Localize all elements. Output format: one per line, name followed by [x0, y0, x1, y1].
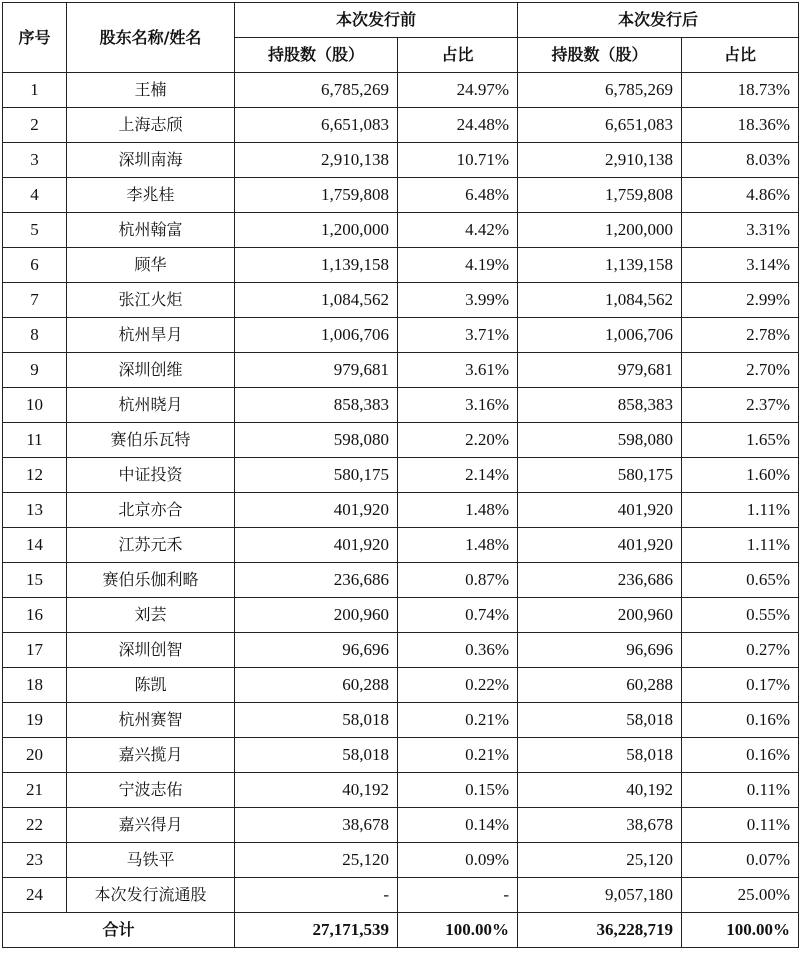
cell-seq: 24 — [3, 878, 67, 913]
cell-before-ratio: 6.48% — [398, 178, 518, 213]
total-after-shares: 36,228,719 — [518, 913, 682, 948]
header-before: 本次发行前 — [235, 3, 518, 38]
table-row — [3, 598, 799, 633]
cell-before-shares: 58,018 — [235, 738, 398, 773]
cell-seq: 11 — [3, 423, 67, 458]
cell-before-ratio: 0.15% — [398, 773, 518, 808]
total-label: 合计 — [3, 913, 235, 948]
cell-after-shares: 40,192 — [518, 773, 682, 808]
total-before-ratio: 100.00% — [398, 913, 518, 948]
cell-after-ratio: 18.73% — [682, 73, 799, 108]
cell-before-shares: 1,006,706 — [235, 318, 398, 353]
table-row — [3, 178, 799, 213]
table-row — [3, 213, 799, 248]
cell-after-shares: 38,678 — [518, 808, 682, 843]
cell-after-shares: 1,759,808 — [518, 178, 682, 213]
cell-after-shares: 200,960 — [518, 598, 682, 633]
table-row — [3, 388, 799, 423]
table-row — [3, 773, 799, 808]
header-after: 本次发行后 — [518, 3, 799, 38]
cell-before-shares: 25,120 — [235, 843, 398, 878]
header-row-1 — [3, 3, 799, 38]
total-before-shares: 27,171,539 — [235, 913, 398, 948]
cell-before-ratio: 1.48% — [398, 493, 518, 528]
cell-after-shares: 401,920 — [518, 493, 682, 528]
cell-before-shares: 401,920 — [235, 528, 398, 563]
cell-before-shares: 38,678 — [235, 808, 398, 843]
cell-before-shares: 6,651,083 — [235, 108, 398, 143]
cell-before-shares: 979,681 — [235, 353, 398, 388]
cell-name: 刘芸 — [67, 598, 235, 633]
cell-after-ratio: 18.36% — [682, 108, 799, 143]
cell-after-shares: 9,057,180 — [518, 878, 682, 913]
cell-name: 深圳创智 — [67, 633, 235, 668]
cell-seq: 6 — [3, 248, 67, 283]
cell-before-shares: 1,139,158 — [235, 248, 398, 283]
cell-seq: 8 — [3, 318, 67, 353]
cell-seq: 17 — [3, 633, 67, 668]
cell-seq: 5 — [3, 213, 67, 248]
cell-seq: 2 — [3, 108, 67, 143]
cell-after-shares: 979,681 — [518, 353, 682, 388]
cell-after-shares: 598,080 — [518, 423, 682, 458]
cell-after-ratio: 2.99% — [682, 283, 799, 318]
cell-before-ratio: 0.74% — [398, 598, 518, 633]
cell-seq: 13 — [3, 493, 67, 528]
cell-name: 杭州翰富 — [67, 213, 235, 248]
cell-seq: 23 — [3, 843, 67, 878]
cell-after-ratio: 1.60% — [682, 458, 799, 493]
cell-after-ratio: 3.14% — [682, 248, 799, 283]
cell-after-shares: 6,785,269 — [518, 73, 682, 108]
table-row — [3, 843, 799, 878]
cell-before-ratio: 3.16% — [398, 388, 518, 423]
cell-before-shares: 200,960 — [235, 598, 398, 633]
cell-before-shares: 598,080 — [235, 423, 398, 458]
cell-name: 赛伯乐瓦特 — [67, 423, 235, 458]
cell-after-ratio: 0.27% — [682, 633, 799, 668]
cell-before-shares: 96,696 — [235, 633, 398, 668]
cell-after-ratio: 3.31% — [682, 213, 799, 248]
table-row — [3, 108, 799, 143]
cell-seq: 18 — [3, 668, 67, 703]
cell-after-shares: 1,006,706 — [518, 318, 682, 353]
cell-after-shares: 2,910,138 — [518, 143, 682, 178]
cell-seq: 10 — [3, 388, 67, 423]
cell-after-shares: 236,686 — [518, 563, 682, 598]
header-after-ratio: 占比 — [682, 38, 799, 73]
cell-before-ratio: 0.36% — [398, 633, 518, 668]
cell-after-shares: 58,018 — [518, 703, 682, 738]
table-row — [3, 703, 799, 738]
cell-before-shares: 40,192 — [235, 773, 398, 808]
table-row — [3, 493, 799, 528]
cell-before-shares: 1,759,808 — [235, 178, 398, 213]
cell-before-ratio: 2.14% — [398, 458, 518, 493]
cell-after-ratio: 0.11% — [682, 808, 799, 843]
cell-after-shares: 1,084,562 — [518, 283, 682, 318]
header-name: 股东名称/姓名 — [67, 3, 235, 73]
table-row — [3, 73, 799, 108]
cell-after-shares: 25,120 — [518, 843, 682, 878]
cell-before-ratio: 0.14% — [398, 808, 518, 843]
cell-before-ratio: 3.99% — [398, 283, 518, 318]
header-after-shares: 持股数（股） — [518, 38, 682, 73]
cell-before-ratio: 10.71% — [398, 143, 518, 178]
cell-before-shares: 858,383 — [235, 388, 398, 423]
cell-after-ratio: 0.65% — [682, 563, 799, 598]
table-row — [3, 318, 799, 353]
cell-name: 嘉兴得月 — [67, 808, 235, 843]
cell-seq: 15 — [3, 563, 67, 598]
cell-before-shares: 60,288 — [235, 668, 398, 703]
cell-after-ratio: 1.11% — [682, 528, 799, 563]
cell-before-ratio: 2.20% — [398, 423, 518, 458]
cell-seq: 1 — [3, 73, 67, 108]
header-seq: 序号 — [3, 3, 67, 73]
cell-after-ratio: 25.00% — [682, 878, 799, 913]
cell-seq: 9 — [3, 353, 67, 388]
cell-before-shares: 580,175 — [235, 458, 398, 493]
cell-name: 本次发行流通股 — [67, 878, 235, 913]
cell-after-ratio: 1.65% — [682, 423, 799, 458]
cell-after-shares: 1,200,000 — [518, 213, 682, 248]
cell-after-shares: 1,139,158 — [518, 248, 682, 283]
cell-name: 杭州旱月 — [67, 318, 235, 353]
cell-name: 张江火炬 — [67, 283, 235, 318]
table-row — [3, 668, 799, 703]
total-after-ratio: 100.00% — [682, 913, 799, 948]
cell-before-shares: 1,084,562 — [235, 283, 398, 318]
cell-after-ratio: 0.16% — [682, 738, 799, 773]
cell-seq: 3 — [3, 143, 67, 178]
cell-before-ratio: 4.42% — [398, 213, 518, 248]
cell-name: 杭州晓月 — [67, 388, 235, 423]
cell-before-ratio: 3.61% — [398, 353, 518, 388]
cell-after-shares: 58,018 — [518, 738, 682, 773]
cell-after-ratio: 2.37% — [682, 388, 799, 423]
cell-seq: 20 — [3, 738, 67, 773]
cell-name: 陈凯 — [67, 668, 235, 703]
cell-seq: 22 — [3, 808, 67, 843]
table-row — [3, 738, 799, 773]
cell-before-ratio: 4.19% — [398, 248, 518, 283]
cell-name: 赛伯乐伽利略 — [67, 563, 235, 598]
cell-name: 北京亦合 — [67, 493, 235, 528]
cell-before-ratio: 0.21% — [398, 738, 518, 773]
cell-seq: 7 — [3, 283, 67, 318]
cell-name: 江苏元禾 — [67, 528, 235, 563]
cell-after-shares: 858,383 — [518, 388, 682, 423]
cell-before-shares: 58,018 — [235, 703, 398, 738]
header-before-ratio: 占比 — [398, 38, 518, 73]
total-row — [3, 913, 799, 948]
cell-before-ratio: 0.21% — [398, 703, 518, 738]
header-before-shares: 持股数（股） — [235, 38, 398, 73]
cell-after-ratio: 0.16% — [682, 703, 799, 738]
cell-after-ratio: 1.11% — [682, 493, 799, 528]
cell-after-shares: 60,288 — [518, 668, 682, 703]
cell-name: 嘉兴揽月 — [67, 738, 235, 773]
cell-name: 杭州赛智 — [67, 703, 235, 738]
cell-before-ratio: 0.87% — [398, 563, 518, 598]
cell-name: 宁波志佑 — [67, 773, 235, 808]
shareholder-table — [2, 2, 799, 948]
cell-name: 李兆桂 — [67, 178, 235, 213]
cell-seq: 16 — [3, 598, 67, 633]
cell-before-ratio: 0.22% — [398, 668, 518, 703]
table-row — [3, 283, 799, 318]
cell-before-shares: 1,200,000 — [235, 213, 398, 248]
table-row — [3, 248, 799, 283]
cell-before-shares: 6,785,269 — [235, 73, 398, 108]
cell-name: 顾华 — [67, 248, 235, 283]
cell-before-ratio: 24.48% — [398, 108, 518, 143]
cell-after-ratio: 0.07% — [682, 843, 799, 878]
cell-before-shares: - — [235, 878, 398, 913]
table-row — [3, 143, 799, 178]
cell-before-shares: 2,910,138 — [235, 143, 398, 178]
cell-seq: 4 — [3, 178, 67, 213]
cell-before-ratio: 24.97% — [398, 73, 518, 108]
cell-before-shares: 401,920 — [235, 493, 398, 528]
cell-seq: 21 — [3, 773, 67, 808]
cell-after-ratio: 4.86% — [682, 178, 799, 213]
table-row — [3, 528, 799, 563]
table-row — [3, 353, 799, 388]
cell-after-ratio: 0.55% — [682, 598, 799, 633]
cell-before-ratio: 1.48% — [398, 528, 518, 563]
table-row — [3, 808, 799, 843]
cell-after-ratio: 0.17% — [682, 668, 799, 703]
table-row — [3, 633, 799, 668]
cell-seq: 19 — [3, 703, 67, 738]
cell-after-shares: 96,696 — [518, 633, 682, 668]
table-row — [3, 878, 799, 913]
table-row — [3, 563, 799, 598]
cell-name: 深圳南海 — [67, 143, 235, 178]
cell-name: 马铁平 — [67, 843, 235, 878]
cell-name: 王楠 — [67, 73, 235, 108]
cell-after-ratio: 0.11% — [682, 773, 799, 808]
cell-after-ratio: 2.70% — [682, 353, 799, 388]
table-body — [3, 73, 799, 913]
cell-before-ratio: 0.09% — [398, 843, 518, 878]
table-row — [3, 458, 799, 493]
cell-before-ratio: 3.71% — [398, 318, 518, 353]
table-row — [3, 423, 799, 458]
cell-name: 深圳创维 — [67, 353, 235, 388]
cell-after-shares: 401,920 — [518, 528, 682, 563]
cell-before-ratio: - — [398, 878, 518, 913]
cell-name: 上海志颀 — [67, 108, 235, 143]
cell-after-ratio: 2.78% — [682, 318, 799, 353]
cell-after-ratio: 8.03% — [682, 143, 799, 178]
cell-before-shares: 236,686 — [235, 563, 398, 598]
cell-seq: 12 — [3, 458, 67, 493]
cell-after-shares: 580,175 — [518, 458, 682, 493]
cell-seq: 14 — [3, 528, 67, 563]
cell-after-shares: 6,651,083 — [518, 108, 682, 143]
cell-name: 中证投资 — [67, 458, 235, 493]
